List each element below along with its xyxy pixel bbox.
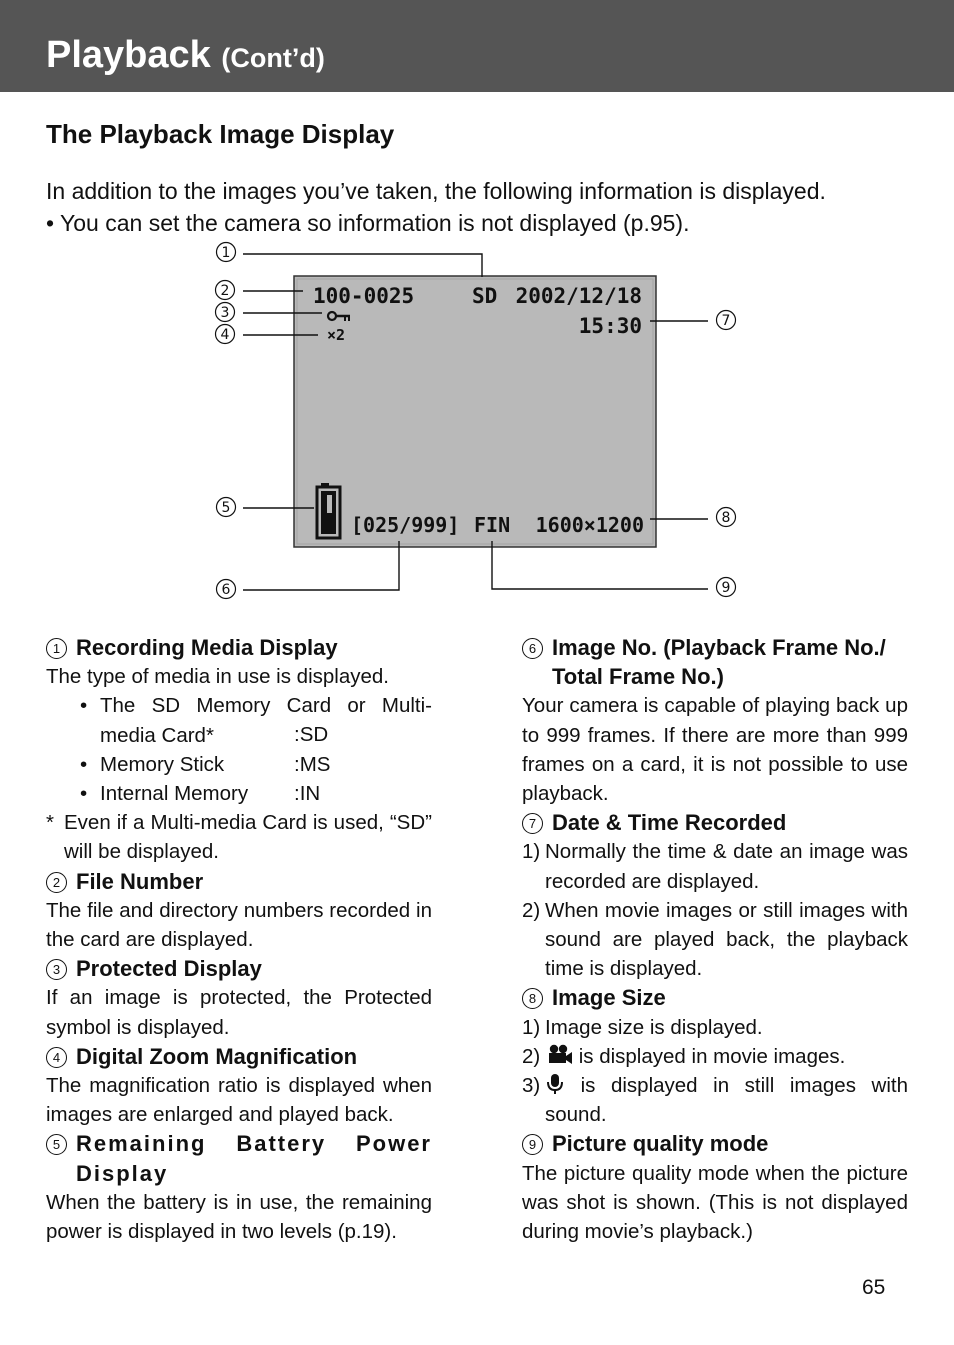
item-7-heading <box>522 808 908 837</box>
item-1-desc: The type of media in use is displayed. <box>46 665 389 689</box>
item-3-title: Protected Display <box>76 956 262 982</box>
item-7-point: 2) When movie images or still images with sound are played back, the playback time is displayed. <box>522 898 908 981</box>
svg-text:8: 8 <box>721 510 731 526</box>
svg-text:9: 9 <box>721 580 731 596</box>
note-text: Even if a Multi-media Card is used, “SD” will be displayed. <box>64 811 432 864</box>
lcd-media: SD <box>472 284 498 308</box>
item-9-heading <box>522 1129 908 1158</box>
callout-9 <box>717 578 736 597</box>
media-label-ms: Memory Stick <box>100 752 225 776</box>
callout-6 <box>217 580 236 599</box>
item-8-heading <box>522 983 908 1012</box>
bullet: • <box>80 752 88 776</box>
item-9-number: 9 <box>522 1134 543 1155</box>
item-8-point: 2) is displayed in movie images. <box>522 1044 846 1068</box>
item-6-desc: Your camera is capable of playing back up to 999 frames. If there are more than 999 frames on a card, it is not possible to use playback. <box>522 694 908 806</box>
svg-text:4: 4 <box>220 327 230 343</box>
item-2-desc: The file and directory numbers recorded in the card are displayed. <box>46 898 432 952</box>
item-5-title: Remaining Battery Power Display <box>76 1131 432 1186</box>
callout-2 <box>216 281 235 300</box>
media-value-ms: :MS <box>294 752 331 776</box>
page-title-main: Playback <box>46 34 211 76</box>
item-2-heading <box>46 867 432 896</box>
svg-text:3: 3 <box>220 305 230 321</box>
item-1-heading <box>46 633 432 662</box>
media-list-item <box>46 750 432 779</box>
svg-text:6: 6 <box>221 582 231 598</box>
lcd-frame-number: [025/999] <box>351 513 460 537</box>
item-1-number: 1 <box>46 638 67 659</box>
item-5-heading <box>46 1129 432 1187</box>
lcd-time: 15:30 <box>578 314 642 338</box>
item-1-note <box>46 808 432 866</box>
svg-text:2: 2 <box>220 283 230 299</box>
item-5-desc: When the battery is in use, the remaining power is displayed in two levels (p.19). <box>46 1190 432 1244</box>
callout-8 <box>717 508 736 527</box>
page-title <box>46 34 325 77</box>
item-9-title: Picture quality mode <box>552 1131 769 1157</box>
item-8-point: 3) is displayed in still images with sound. <box>522 1074 908 1127</box>
bullet: • <box>80 694 88 718</box>
left-column <box>46 633 432 1246</box>
item-7-point: 1) Normally the time & date an image was recorded are displayed. <box>522 840 908 893</box>
svg-text:5: 5 <box>221 500 231 516</box>
lcd-zoom: ×2 <box>327 326 346 344</box>
section-title: The Playback Image Display <box>46 119 395 149</box>
item-4-heading <box>46 1042 432 1071</box>
callout-7 <box>717 311 736 330</box>
item-8-point: 1) Image size is displayed. <box>522 1015 763 1039</box>
item-7-title: Date & Time Recorded <box>552 810 787 836</box>
item-7-number: 7 <box>522 813 543 834</box>
media-list-item <box>46 691 432 749</box>
item-3-heading <box>46 954 432 983</box>
page-number: 65 <box>862 1276 886 1299</box>
right-column <box>522 633 908 1246</box>
playback-display-diagram <box>0 230 954 610</box>
item-4-number: 4 <box>46 1047 67 1068</box>
svg-text:1: 1 <box>221 245 231 261</box>
note-star: * <box>46 811 54 835</box>
item-8-number: 8 <box>522 988 543 1009</box>
lcd-image-size: 1600×1200 <box>535 513 644 537</box>
item-1-title: Recording Media Display <box>76 635 338 660</box>
item-2-number: 2 <box>46 872 67 893</box>
item-3-desc: If an image is protected, the Protected symbol is displayed. <box>46 986 432 1039</box>
media-value-in: :IN <box>294 782 321 806</box>
movie-camera-icon <box>545 1044 573 1066</box>
item-5-number: 5 <box>46 1134 67 1155</box>
svg-text:7: 7 <box>721 313 731 329</box>
intro-line-1: In addition to the images you’ve taken, the following information is displayed. <box>46 178 826 204</box>
callout-1 <box>217 243 236 262</box>
lcd-quality: FIN <box>474 513 511 537</box>
item-8-title: Image Size <box>552 985 666 1011</box>
lcd-date: 2002/12/18 <box>515 284 642 308</box>
item-3-number: 3 <box>46 959 67 980</box>
intro-line-2: • You can set the camera so information is not displayed (p.95). <box>46 210 690 236</box>
microphone-icon <box>545 1073 565 1095</box>
item-6-number: 6 <box>522 638 543 659</box>
item-4-title: Digital Zoom Magnification <box>76 1043 358 1069</box>
item-9-desc: The picture quality mode when the picture was shot is shown. (This is not displayed during movie’s playback.) <box>522 1161 908 1244</box>
media-list-item <box>46 779 432 808</box>
page-title-sub: (Cont’d) <box>221 43 325 73</box>
media-label-sd: The SD Memory Card or Multi-media Card* <box>100 694 432 747</box>
item-6-title: Image No. (Playback Frame No./ Total Frame No.) <box>552 635 886 690</box>
media-label-in: Internal Memory <box>100 782 249 806</box>
lcd-file-number: 100-0025 <box>313 284 415 308</box>
media-value-sd: :SD <box>294 723 329 747</box>
bullet: • <box>80 782 88 806</box>
callout-3 <box>216 303 235 322</box>
callout-4 <box>216 325 235 344</box>
item-6-heading <box>522 633 908 691</box>
item-4-desc: The magnification ratio is displayed when images are enlarged and played back. <box>46 1074 432 1127</box>
callout-5 <box>217 498 236 517</box>
item-2-title: File Number <box>76 868 204 894</box>
